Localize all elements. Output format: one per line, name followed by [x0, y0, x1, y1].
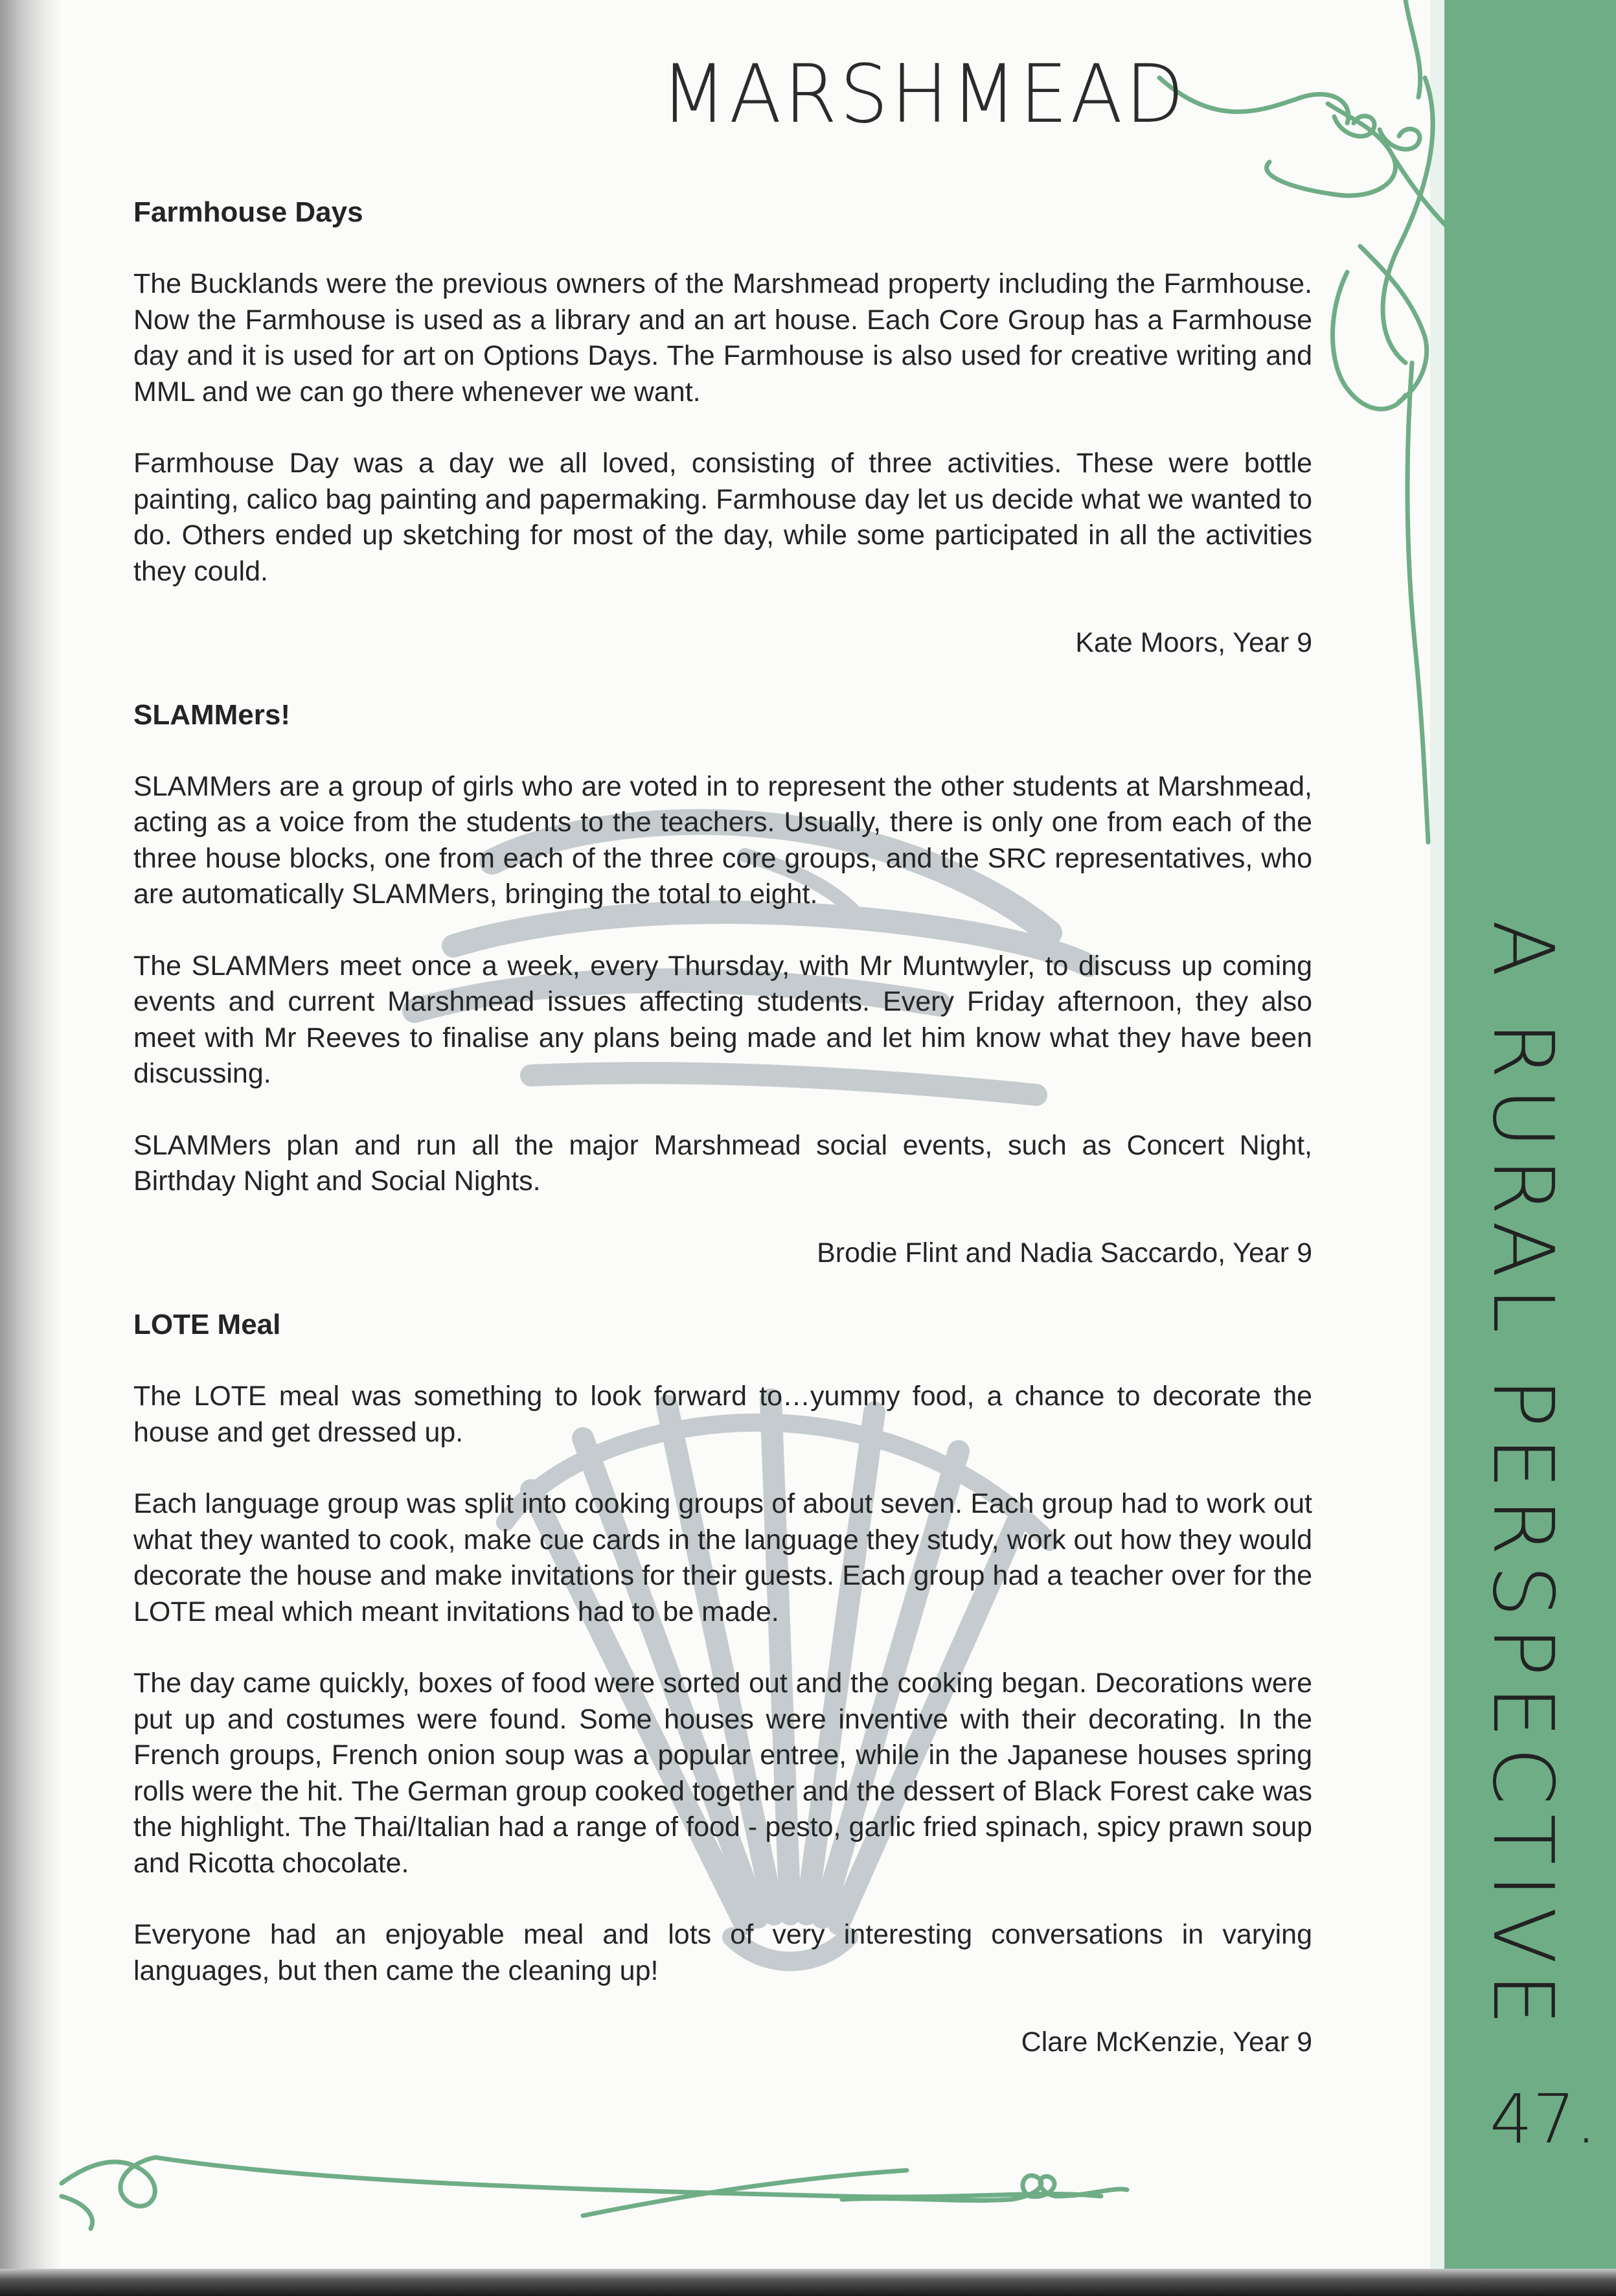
page-header-title: MARSHMEAD [661, 47, 1187, 141]
page-bottom-edge-shadow [0, 2269, 1616, 2296]
paragraph: Farmhouse Day was a day we all loved, consisting of three activities. These were bottle painting, calico bag painting and papermaking. Farmhouse day let us decide what we wanted to do. Others ended up sketching for most of the day, while some participated in all the activities they could. [133, 448, 1312, 587]
page-number: 47. [1490, 2080, 1597, 2159]
section-heading-slammers: SLAMMers! [133, 698, 291, 731]
byline: Brodie Flint and Nadia Saccardo, Year 9 [817, 1237, 1312, 1269]
byline: Clare McKenzie, Year 9 [1021, 2026, 1312, 2058]
article-body [133, 194, 1312, 2061]
paragraph: The day came quickly, boxes of food were sorted out and the cooking began. Decorations were put up and costumes were found. Some houses were inventive with their decorating. In the French groups, French onion soup was a popular entree, while in the Japanese houses spring rolls were the hit. The German group cooked together and the dessert of Black Forest cake was the highlight. The Thai/Italian had a range of food - pesto, garlic fried spinach, spicy prawn soup and Ricotta chocolate. [133, 1668, 1312, 1879]
bottom-vine-flourish [62, 2157, 1127, 2229]
paragraph: The Bucklands were the previous owners of the Marshmead property including the Farmhouse. Now the Farmhouse is used as a library and an art house. Each Core Group has a Farmhouse day and it is used for art on Options Days. The Farmhouse is also used for creative writing and MML and we can go there whenever we want. [133, 268, 1312, 408]
paragraph: Each language group was split into cooking groups of about seven. Each group had to work out what they wanted to cook, make cue cards in the language they study, work out how they would decorate the house and make invitations for their guests. Each group had a teacher over for the LOTE meal which meant invitations had to be made. [133, 1488, 1312, 1627]
paragraph: The SLAMMers meet once a week, every Thursday, with Mr Muntwyler, to discuss up coming events and current Marshmead issues affecting students. Every Friday afternoon, they also meet with Mr Reeves to finalise any plans being made and let him know what they have been discussing. [133, 950, 1312, 1089]
paragraph: SLAMMers plan and run all the major Marshmead social events, such as Concert Night, Birthday Night and Social Nights. [133, 1129, 1312, 1197]
side-vertical-title: A RURAL PERSPECTIVE [1474, 920, 1571, 2035]
section-heading-lote-meal: LOTE Meal [133, 1309, 281, 1340]
paragraph: Everyone had an enjoyable meal and lots of very interesting conversations in varying languages, but then came the cleaning up! [133, 1919, 1312, 1986]
byline: Kate Moors, Year 9 [1075, 627, 1312, 658]
paragraph: SLAMMers are a group of girls who are voted in to represent the other students at Marshmead, acting as a voice from the students to the teachers. Usually, there is only one from each of the three house blocks, one from each of the three core groups, and the SRC representatives, who are automatically SLAMMers, bringing the total to eight. [133, 770, 1312, 910]
section-heading-farmhouse-days: Farmhouse Days [133, 196, 363, 228]
paragraph: The LOTE meal was something to look forward to…yummy food, a chance to decorate the house and get dressed up. [133, 1381, 1312, 1448]
